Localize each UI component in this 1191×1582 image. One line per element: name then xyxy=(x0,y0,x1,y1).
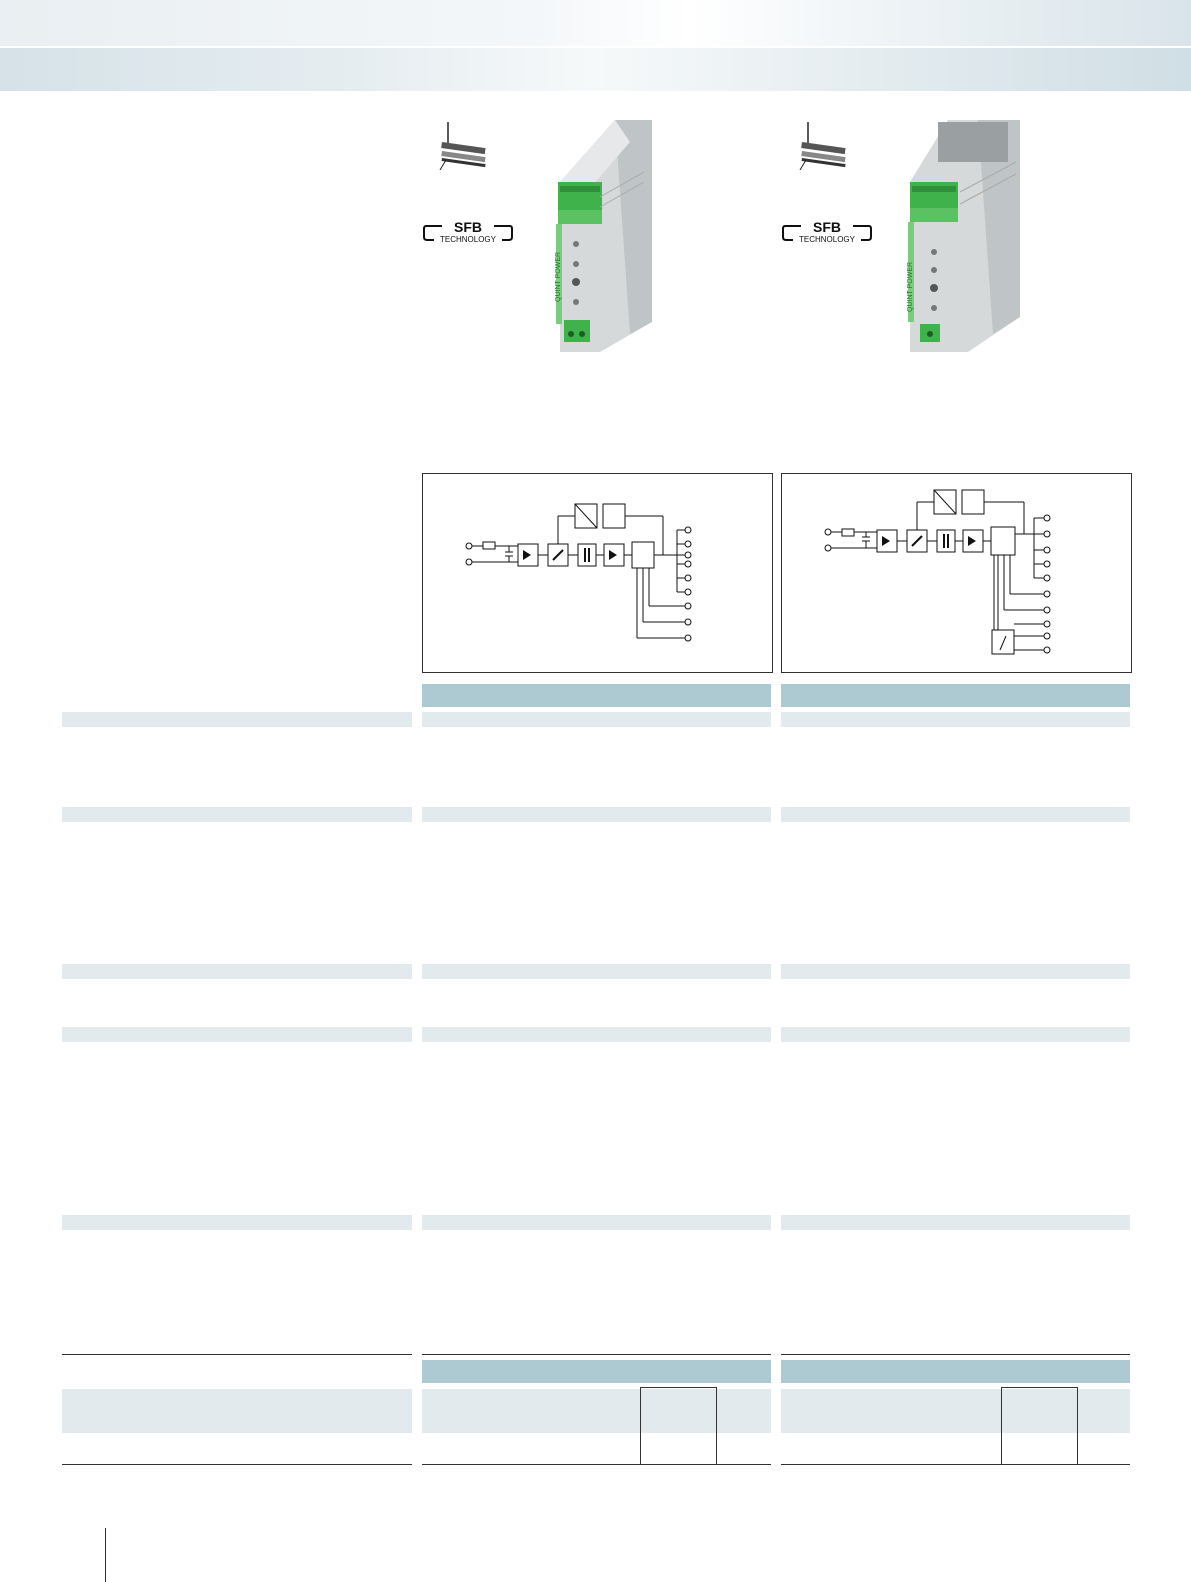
section-band-4-label xyxy=(62,1027,412,1042)
ordering-bottom-rule-col2 xyxy=(781,1464,1130,1465)
ordering-header-col1 xyxy=(422,1360,771,1383)
ordering-header-col2 xyxy=(781,1360,1130,1383)
section-band-5-col2 xyxy=(781,1215,1130,1230)
section-band-1-col2 xyxy=(781,712,1130,727)
section-band-4-col2 xyxy=(781,1027,1130,1042)
section-band-1-col1 xyxy=(422,712,771,727)
section-band-1-label xyxy=(62,712,412,727)
column-header-1 xyxy=(422,684,771,707)
section-band-2-col1 xyxy=(422,807,771,822)
ordering-row-label xyxy=(62,1389,412,1433)
section-band-4-col1 xyxy=(422,1027,771,1042)
product-1-photo xyxy=(540,112,670,362)
badge-sub-2: TECHNOLOGY xyxy=(798,235,856,244)
section-band-2-col2 xyxy=(781,807,1130,822)
ordering-box-col1 xyxy=(640,1387,717,1465)
product-1-front-text: QUINT POWER xyxy=(555,251,562,302)
section-band-2-label xyxy=(62,807,412,822)
ordering-row-col1 xyxy=(422,1389,771,1433)
section-band-3-col2 xyxy=(781,964,1130,979)
ordering-bottom-rule-label xyxy=(62,1464,412,1465)
section-band-5-col1 xyxy=(422,1215,771,1230)
ordering-top-rule-label xyxy=(62,1354,412,1355)
product-2-front-text: QUINT POWER xyxy=(907,261,914,312)
badge-main: SFB xyxy=(454,219,482,235)
page-number-rule xyxy=(105,1528,106,1582)
ordering-bottom-rule-col1 xyxy=(422,1464,771,1465)
header-band xyxy=(0,0,1191,46)
ordering-box-col2 xyxy=(1001,1387,1078,1465)
column-header-2 xyxy=(781,684,1130,707)
block-diagram-2 xyxy=(781,473,1132,673)
section-band-3-label xyxy=(62,964,412,979)
product-2-photo xyxy=(898,112,1028,362)
section-band-3-col1 xyxy=(422,964,771,979)
title-band xyxy=(0,48,1191,91)
sfb-technology-logo xyxy=(422,218,514,246)
badge-sub: TECHNOLOGY xyxy=(439,235,497,244)
ordering-top-rule-col2 xyxy=(781,1354,1130,1355)
badge-main-2: SFB xyxy=(813,219,841,235)
sfb-technology-logo-2 xyxy=(781,218,873,246)
block-diagram-1 xyxy=(422,473,773,673)
section-band-5-label xyxy=(62,1215,412,1230)
ordering-top-rule-col1 xyxy=(422,1354,771,1355)
